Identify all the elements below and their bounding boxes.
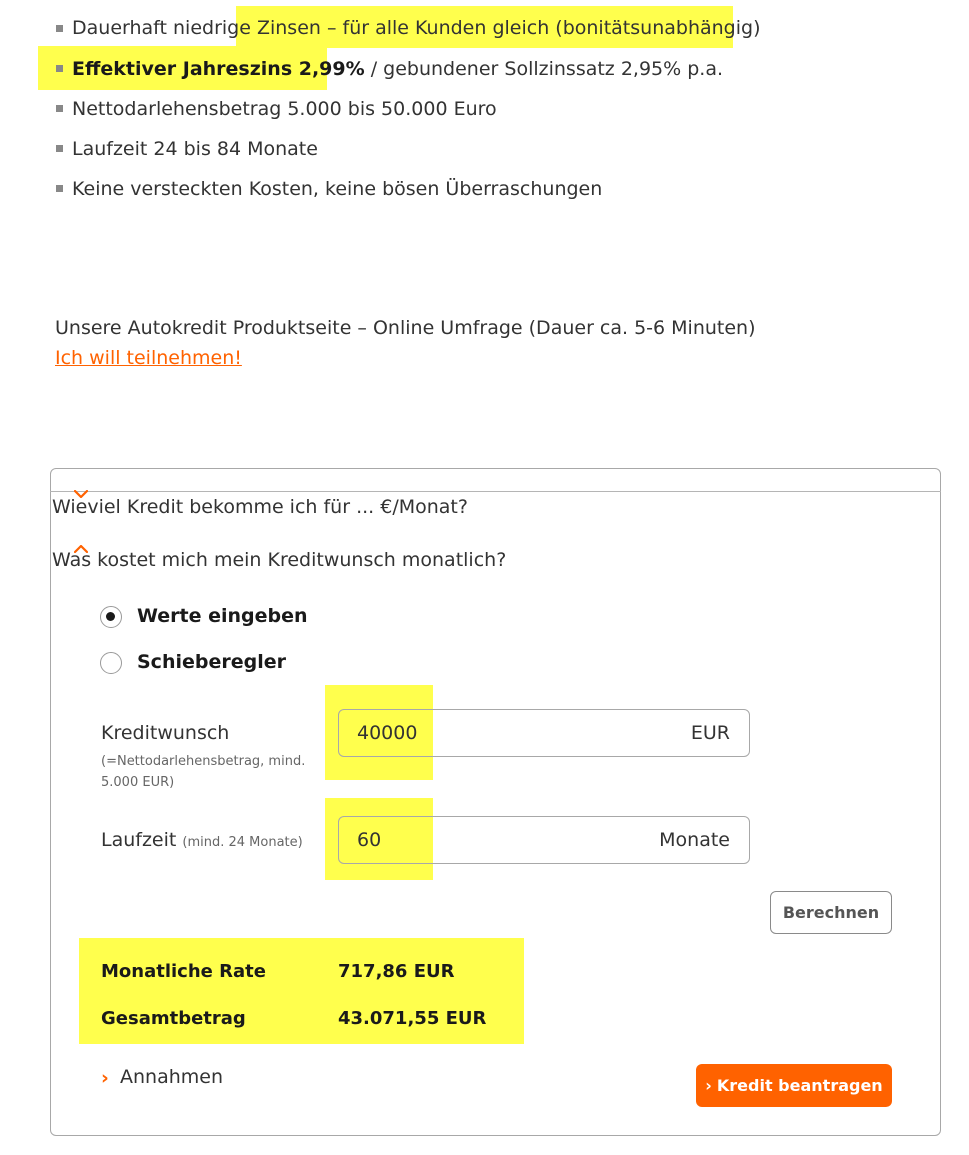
apply-credit-label: Kredit beantragen <box>716 1076 883 1095</box>
term-input[interactable] <box>338 816 750 864</box>
radio-button[interactable] <box>100 606 122 628</box>
bullet-icon <box>56 25 63 32</box>
credit-note: (=Nettodarlehensbetrag, mind. 5.000 EUR) <box>101 754 306 790</box>
total-amount-value: 43.071,55 EUR <box>338 1008 487 1029</box>
tab-label: Wieviel Kredit bekomme ich für ... €/Monat? <box>52 496 468 518</box>
bullet-icon <box>56 65 63 72</box>
term-note: (mind. 24 Monate) <box>182 835 303 850</box>
feature-item: Nettodarlehensbetrag 5.000 bis 50.000 Euro <box>72 98 497 120</box>
bullet-icon <box>56 105 63 112</box>
tab-label: Was kostet mich mein Kreditwunsch monatlich? <box>52 549 507 571</box>
credit-input-value[interactable]: 40000 <box>357 722 418 744</box>
term-input-value[interactable]: 60 <box>357 829 382 851</box>
radio-label: Werte eingeben <box>137 605 308 627</box>
monthly-rate-value: 717,86 EUR <box>338 961 455 982</box>
monthly-rate-label: Monatliche Rate <box>101 961 266 982</box>
radio-label: Schieberegler <box>137 651 286 673</box>
term-label: Laufzeit (mind. 24 Monate) <box>101 829 303 851</box>
total-amount-label: Gesamtbetrag <box>101 1008 246 1029</box>
calculator-divider <box>50 491 941 492</box>
feature-item: Laufzeit 24 bis 84 Monate <box>72 138 318 160</box>
term-unit: Monate <box>659 829 730 851</box>
bullet-icon <box>56 145 63 152</box>
feature-item: Effektiver Jahreszins 2,99% / gebundener Sollzinssatz 2,95% p.a. <box>72 58 723 80</box>
survey-link[interactable]: Ich will teilnehmen! <box>55 347 242 369</box>
apply-credit-button[interactable] <box>696 1064 892 1107</box>
calculate-button[interactable]: Berechnen <box>770 891 892 934</box>
effective-rate: Effektiver Jahreszins 2,99% <box>72 58 365 80</box>
chevron-right-icon: › <box>705 1076 712 1095</box>
assumptions-label: Annahmen <box>120 1066 224 1088</box>
credit-label: Kreditwunsch <box>101 722 230 744</box>
credit-unit: EUR <box>690 722 730 744</box>
chevron-right-icon: › <box>101 1067 109 1089</box>
credit-input[interactable] <box>338 709 750 757</box>
feature-item: Keine versteckten Kosten, keine bösen Überraschungen <box>72 178 603 200</box>
survey-text: Unsere Autokredit Produktseite – Online Umfrage (Dauer ca. 5-6 Minuten) <box>55 317 756 339</box>
bullet-icon <box>56 185 63 192</box>
radio-button[interactable] <box>100 652 122 674</box>
feature-item: Dauerhaft niedrige Zinsen – für alle Kunden gleich (bonitätsunabhängig) <box>72 17 761 39</box>
